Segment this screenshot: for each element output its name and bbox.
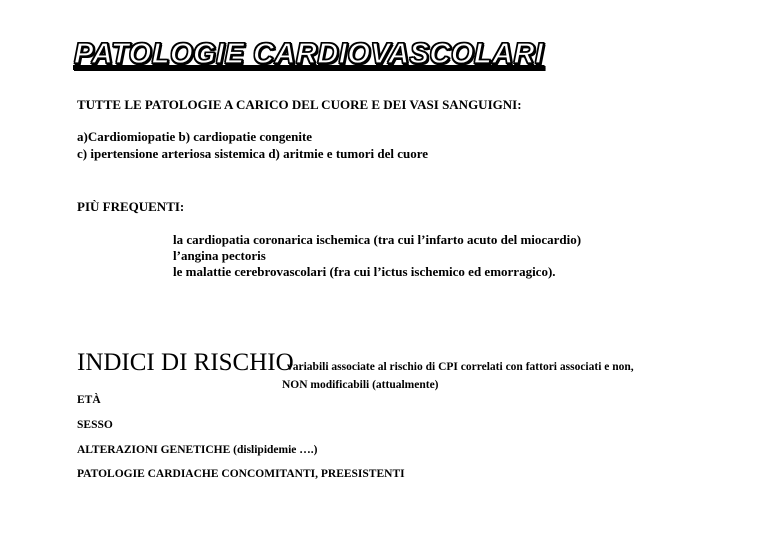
risk-note-line-1: variabili associate al rischio di CPI correlati con fattori associati e non, bbox=[287, 361, 634, 373]
document-title: PATOLOGIE CARDIOVASCOLARI bbox=[74, 38, 544, 70]
risk-item-sex: SESSO bbox=[77, 419, 113, 431]
frequent-heading: PIÙ FREQUENTI: bbox=[77, 199, 185, 214]
categories-line-2: c) ipertensione arteriosa sistemica d) aritmie e tumori del cuore bbox=[77, 146, 429, 161]
risk-item-genetic: ALTERAZIONI GENETICHE (dislipidemie ….) bbox=[77, 444, 318, 456]
risk-heading: INDICI DI RISCHIO bbox=[77, 349, 294, 376]
frequent-item: la cardiopatia coronarica ischemica (tra cui l’infarto acuto del miocardio) bbox=[173, 232, 582, 247]
categories-line-1: a)Cardiomiopatie b) cardiopatie congenite bbox=[77, 129, 313, 144]
frequent-item: le malattie cerebrovascolari (fra cui l’ictus ischemico ed emorragico). bbox=[173, 264, 556, 279]
intro-line: TUTTE LE PATOLOGIE A CARICO DEL CUORE E DEI VASI SANGUIGNI: bbox=[77, 97, 522, 112]
risk-item-cardiac: PATOLOGIE CARDIACHE CONCOMITANTI, PREESISTENTI bbox=[77, 468, 405, 480]
frequent-item: l’angina pectoris bbox=[173, 248, 266, 263]
risk-note-line-2: NON modificabili (attualmente) bbox=[282, 379, 439, 391]
risk-item-age: ETÀ bbox=[77, 394, 101, 406]
